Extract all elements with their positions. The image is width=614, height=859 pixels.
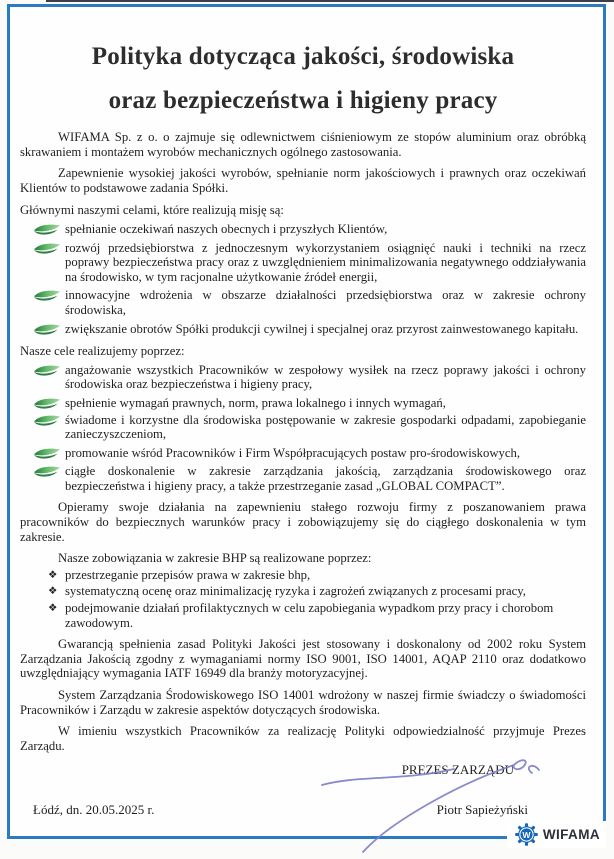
logo-text: WIFAMA bbox=[542, 827, 600, 842]
responsibility-paragraph: W imieniu wszystkich Pracowników za realizację Polityki odpowiedzialność przyjmuje Prezes Zarządu. bbox=[20, 724, 586, 753]
list-item bbox=[20, 322, 586, 337]
list-item-text: ciągłe doskonalenie w zakresie zarządzania jakością, zarządzania środowiskowego oraz bezpieczeństwa i higieny pracy, a także przestrzeganie zasad „GLOBAL COMPACT”. bbox=[65, 464, 586, 493]
leaf-bullet-icon bbox=[20, 363, 65, 392]
scan-edge-artifact bbox=[46, 0, 614, 2]
bhp-heading: Nasze zobowiązania w zakresie BHP są realizowane poprzez: bbox=[58, 551, 372, 566]
environment-system-paragraph: System Zarządzania Środowiskowego ISO 14001 wdrożony w naszej firmie świadczy o świadomości Pracowników i Zarządu w zakresie aspektów dotyczących środowiska. bbox=[20, 688, 586, 717]
commitment-paragraph: Opieramy swoje działania na zapewnieniu stałego rozwoju firmy z poszanowaniem prawa pracowników do bezpiecznych warunków pracy i zobowiązujemy się do ciągłego doskonalenia w tym zakresie. bbox=[20, 500, 586, 544]
diamond-bullet-icon: ❖ bbox=[48, 585, 58, 598]
list-item-text: rozwój przedsiębiorstwa z jednoczesnym wykorzystaniem osiągnięć nauki i techniki na rzecz poprawy bezpieczeństwa pracy oraz z uwzględnieniem minimalizowania negatywnego oddziaływania na środowisko, w tym racjonalne użytkowanie źródeł energii, bbox=[65, 240, 586, 284]
list-item-text: spełnienie wymagań prawnych, norm, prawa lokalnego i innych wymagań, bbox=[65, 395, 446, 410]
list-item bbox=[20, 584, 586, 599]
intro-paragraph-2: Zapewnienie wysokiej jakości wyrobów, spełnianie norm jakościowych i prawnych oraz oczekiwań Klientów to podstawowe zadania Spółki. bbox=[20, 166, 586, 195]
leaf-bullet-icon bbox=[20, 413, 65, 442]
leaf-bullet-icon bbox=[20, 288, 65, 317]
leaf-bullet-icon bbox=[20, 396, 65, 411]
list-item-text: systematyczną ocenę oraz minimalizację ryzyka i zagrożeń związanych z procesami pracy, bbox=[65, 584, 526, 599]
goals-list bbox=[20, 222, 586, 336]
goals-heading: Głównymi naszymi celami, które realizują misję są: bbox=[20, 203, 284, 218]
list-item bbox=[20, 363, 586, 392]
list-item bbox=[20, 241, 586, 285]
diamond-bullet-icon: ❖ bbox=[48, 602, 58, 615]
page-title-line2: oraz bezpieczeństwa i higieny pracy bbox=[108, 87, 498, 114]
signature-name: Piotr Sapieżyński bbox=[436, 802, 528, 818]
bhp-list bbox=[20, 568, 586, 630]
list-item-text: zwiększanie obrotów Spółki produkcji cywilnej i specjalnej oraz przyrost zainwestowanego kapitału. bbox=[65, 321, 579, 336]
list-item bbox=[20, 464, 586, 493]
list-item bbox=[20, 568, 586, 583]
list-item bbox=[20, 396, 586, 411]
handwritten-signature bbox=[318, 748, 553, 856]
intro-paragraph-1: WIFAMA Sp. z o. o zajmuje się odlewnictwem ciśnieniowym ze stopów aluminium oraz obróbką skrawaniem i montażem wyrobów mechanicznych ogólnego zastosowania. bbox=[20, 130, 586, 159]
list-item bbox=[20, 413, 586, 442]
gear-letter: W bbox=[522, 829, 531, 840]
methods-heading: Nasze cele realizujemy poprzez: bbox=[20, 344, 185, 359]
list-item bbox=[20, 288, 586, 317]
list-item-text: przestrzeganie przepisów prawa w zakresie bhp, bbox=[65, 567, 311, 582]
leaf-bullet-icon bbox=[20, 222, 65, 237]
list-item-text: promowanie wśród Pracowników i Firm Współpracujących postaw pro-środowiskowych, bbox=[65, 445, 521, 460]
leaf-bullet-icon bbox=[20, 446, 65, 461]
quality-system-paragraph: Gwarancją spełnienia zasad Polityki Jakości jest stosowany i doskonalony od 2002 roku System Zarządzania Jakością zgodny z wymaganiami normy ISO 9001, ISO 14001, AQAP 2110 oraz dodatkowo uwzględniający wymagania IATF 16949 dla branży motoryzacyjnej. bbox=[20, 637, 586, 681]
list-item-text: spełnianie oczekiwań naszych obecnych i przyszłych Klientów, bbox=[65, 221, 388, 236]
list-item bbox=[20, 446, 586, 461]
methods-list bbox=[20, 363, 586, 494]
signature-role: PREZES ZARZĄDU bbox=[401, 762, 514, 778]
leaf-bullet-icon bbox=[20, 241, 65, 285]
document-content bbox=[10, 7, 603, 818]
page-title-line1: Polityka dotycząca jakości, środowiska bbox=[91, 43, 515, 70]
leaf-bullet-icon bbox=[20, 464, 65, 493]
date-place: Łódź, dn. 20.05.2025 r. bbox=[33, 802, 155, 818]
diamond-bullet-icon: ❖ bbox=[48, 568, 58, 581]
list-item-text: angażowanie wszystkich Pracowników w zespołowy wysiłek na rzecz poprawy jakości i ochrony środowiska oraz bezpieczeństwa i higieny pracy, bbox=[65, 362, 586, 392]
document-border-frame bbox=[7, 4, 606, 842]
list-item-text: świadome i korzystne dla środowiska postępowanie w zakresie gospodarki odpadami, zapobieganie zanieczyszczeniom, bbox=[65, 412, 586, 442]
page-title bbox=[20, 35, 586, 123]
list-item bbox=[20, 601, 586, 630]
list-item-text: innowacyjne wdrożenia w obszarze działalności przedsiębiorstwa oraz w zakresie ochrony środowiska, bbox=[65, 288, 586, 317]
leaf-bullet-icon bbox=[20, 322, 65, 337]
list-item-text: podejmowanie działań profilaktycznych w celu zapobiegania wypadkom przy pracy i chorobom zawodowym. bbox=[65, 601, 554, 630]
list-item bbox=[20, 222, 586, 237]
